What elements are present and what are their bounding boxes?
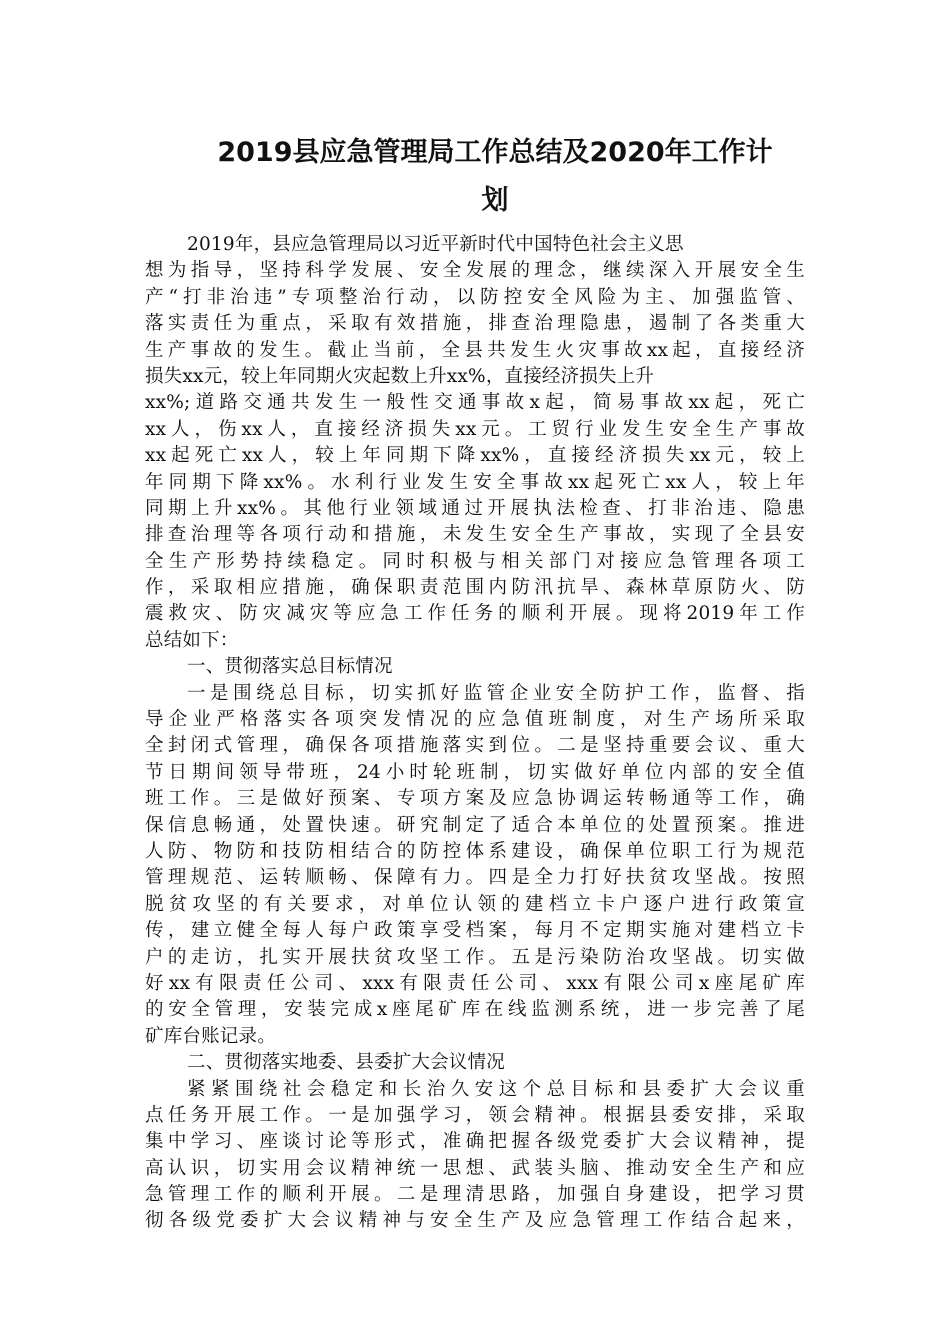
paragraph-line: 落实责任为重点，采取有效措施，排查治理隐患，遏制了各类重大 (145, 313, 805, 335)
document-title: 2019县应急管理局工作总结及2020年工作计 (217, 137, 773, 168)
paragraph-line: 作，采取相应措施，确保职责范围内防汛抗旱、森林草原防火、防 (145, 577, 805, 599)
paragraph-line: 节日期间领导带班，24小时轮班制，切实做好单位内部的安全值 (145, 761, 805, 783)
paragraph-line: xx人，伤xx人，直接经济损失xx元。工贸行业发生安全生产事故 (145, 418, 805, 440)
paragraph-line: 集中学习、座谈讨论等形式，准确把握各级党委扩大会议精神，提 (145, 1131, 805, 1153)
paragraph-line: 损失xx元，较上年同期火灾起数上升xx%，直接经济损失上升 (145, 365, 655, 387)
paragraph-line: 一是围绕总目标，切实抓好监管企业安全防护工作，监督、指 (187, 682, 805, 704)
paragraph-line: 人防、物防和技防相结合的防控体系建设，确保单位职工行为规范 (145, 840, 805, 862)
paragraph-line: 传，建立健全每人每户政策享受档案，每月不定期实施对建档立卡 (145, 920, 805, 942)
section-heading: 二、贯彻落实地委、县委扩大会议情况 (187, 1052, 505, 1074)
paragraph-line: 彻各级党委扩大会议精神与安全生产及应急管理工作结合起来， (145, 1210, 805, 1232)
paragraph-line: 全封闭式管理，确保各项措施落实到位。二是坚持重要会议、重大 (145, 735, 805, 757)
paragraph-line: 管理规范、运转顺畅、保障有力。四是全力打好扶贫攻坚战。按照 (145, 867, 805, 889)
paragraph-line: 想为指导，坚持科学发展、安全发展的理念，继续深入开展安全生 (145, 260, 805, 282)
document-body (145, 232, 805, 1235)
document-title-continuation: 划 (481, 185, 509, 216)
paragraph-line: 脱贫攻坚的有关要求，对单位认领的建档立卡户逐户进行政策宣 (145, 893, 805, 915)
paragraph-line: 同期上升xx%。其他行业领域通过开展执法检查、打非治违、隐患 (145, 497, 805, 519)
paragraph-line: 保信息畅通，处置快速。研究制定了适合本单位的处置预案。推进 (145, 814, 805, 836)
paragraph-line: 点任务开展工作。一是加强学习，领会精神。根据县委安排，采取 (145, 1104, 805, 1126)
paragraph-line: 总结如下： (145, 629, 239, 651)
paragraph-line: 生产事故的发生。截止当前，全县共发生火灾事故xx起，直接经济 (145, 339, 805, 361)
paragraph-line: 矿库台账记录。 (145, 1025, 276, 1047)
paragraph-line: 排查治理等各项行动和措施，未发生安全生产事故，实现了全县安 (145, 524, 805, 546)
paragraph-line: xx起死亡xx人，较上年同期下降xx%，直接经济损失xx元，较上 (145, 445, 805, 467)
paragraph-line: 的安全管理，安装完成x座尾矿库在线监测系统，进一步完善了尾 (145, 999, 805, 1021)
paragraph-line: 产“打非治违”专项整治行动，以防控安全风险为主、加强监管、 (145, 286, 805, 308)
paragraph-line: 2019年，县应急管理局以习近平新时代中国特色社会主义思 (187, 234, 684, 255)
paragraph-line: 班工作。三是做好预案、专项方案及应急协调运转畅通等工作，确 (145, 788, 805, 810)
paragraph-line: 高认识，切实用会议精神统一思想、武装头脑、推动安全生产和应 (145, 1157, 805, 1179)
paragraph-line: 年同期下降xx%。水利行业发生安全事故xx起死亡xx人，较上年 (145, 471, 805, 493)
paragraph-line: xx%;道路交通共发生一般性交通事故x起，简易事故xx起，死亡 (145, 392, 805, 414)
paragraph-line: 导企业严格落实各项突发情况的应急值班制度，对生产场所采取 (145, 709, 805, 731)
section-heading: 一、贯彻落实总目标情况 (187, 656, 393, 678)
paragraph-line: 好xx有限责任公司、xxx有限责任公司、xxx有限公司x座尾矿库 (145, 972, 805, 994)
paragraph-line: 震救灾、防灾减灾等应急工作任务的顺利开展。现将2019年工作 (145, 603, 805, 625)
paragraph-line: 户的走访，扎实开展扶贫攻坚工作。五是污染防治攻坚战。切实做 (145, 946, 805, 968)
paragraph-line: 急管理工作的顺利开展。二是理清思路，加强自身建设，把学习贯 (145, 1184, 805, 1206)
paragraph-line: 紧紧围绕社会稳定和长治久安这个总目标和县委扩大会议重 (187, 1078, 805, 1100)
paragraph-line: 全生产形势持续稳定。同时积极与相关部门对接应急管理各项工 (145, 550, 805, 572)
